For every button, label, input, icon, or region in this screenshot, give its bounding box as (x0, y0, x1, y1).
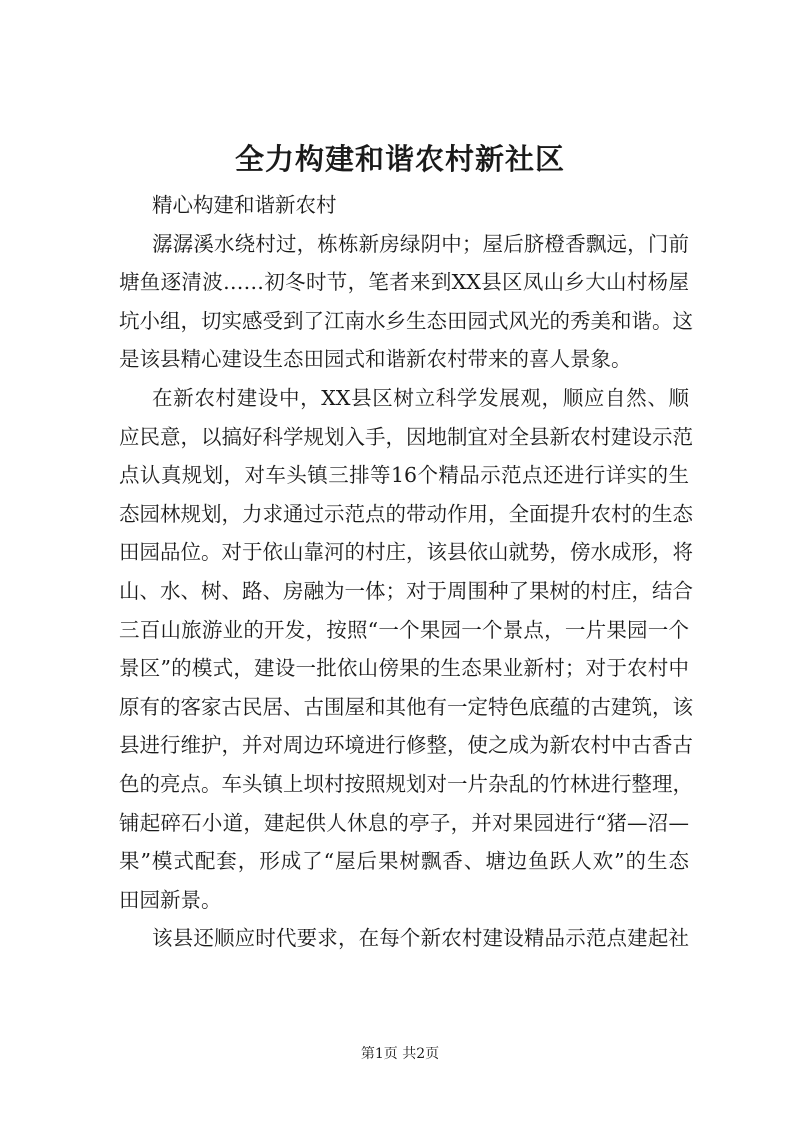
page-footer: 第1页 共2页 (360, 1046, 440, 1062)
paragraph-line: 态园林规划，力求通过示范点的带动作用，全面提升农村的生态 (119, 501, 693, 526)
paragraph-line: 田园品位。对于依山靠河的村庄，该县依山就势，傍水成形，将 (119, 540, 693, 565)
paragraph-line: 色的亮点。车头镇上坝村按照规划对一片杂乱的竹林进行整理， (119, 771, 693, 796)
paragraph-line: 应民意，以搞好科学规划入手，因地制宜对全县新农村建设示范 (119, 424, 693, 449)
paragraph-line: 在新农村建设中，XX县区树立科学发展观，顺应自然、顺 (152, 385, 689, 410)
paragraph-line: 景区”的模式，建设一批依山傍果的生态果业新村；对于农村中 (119, 656, 689, 681)
paragraph-line: 点认真规划，对车头镇三排等16个精品示范点还进行详实的生 (119, 463, 689, 488)
paragraph-line: 县进行维护，并对周边环境进行修整，使之成为新农村中古香古 (119, 733, 693, 758)
document-title: 全力构建和谐农村新社区 (234, 142, 565, 176)
paragraph-line: 塘鱼逐清波……初冬时节，笔者来到XX县区凤山乡大山村杨屋 (119, 270, 689, 295)
paragraph-line: 是该县精心建设生态田园式和谐新农村带来的喜人景象。 (119, 347, 632, 372)
paragraph-line: 田园新景。 (119, 887, 222, 912)
paragraph-line: 果”模式配套，形成了“屋后果树飘香、塘边鱼跃人欢”的生态 (119, 849, 689, 874)
subtitle-line: 精心构建和谐新农村 (152, 193, 337, 217)
paragraph-line: 坑小组，切实感受到了江南水乡生态田园式风光的秀美和谐。这 (119, 308, 693, 333)
paragraph-line: 原有的客家古民居、古围屋和其他有一定特色底蕴的古建筑，该 (119, 694, 693, 719)
paragraph-line: 该县还顺应时代要求，在每个新农村建设精品示范点建起社 (152, 926, 689, 951)
paragraph-line: 潺潺溪水绕村过，栋栋新房绿阴中；屋后脐橙香飘远，门前 (152, 231, 689, 256)
paragraph-line: 三百山旅游业的开发，按照“一个果园一个景点，一片果园一个 (119, 617, 689, 642)
paragraph-line: 铺起碎石小道，建起供人休息的亭子，并对果园进行“猪—沼— (119, 810, 689, 835)
document-body (119, 186, 693, 958)
paragraph-line: 山、水、树、路、房融为一体；对于周围种了果树的村庄，结合 (119, 578, 693, 603)
